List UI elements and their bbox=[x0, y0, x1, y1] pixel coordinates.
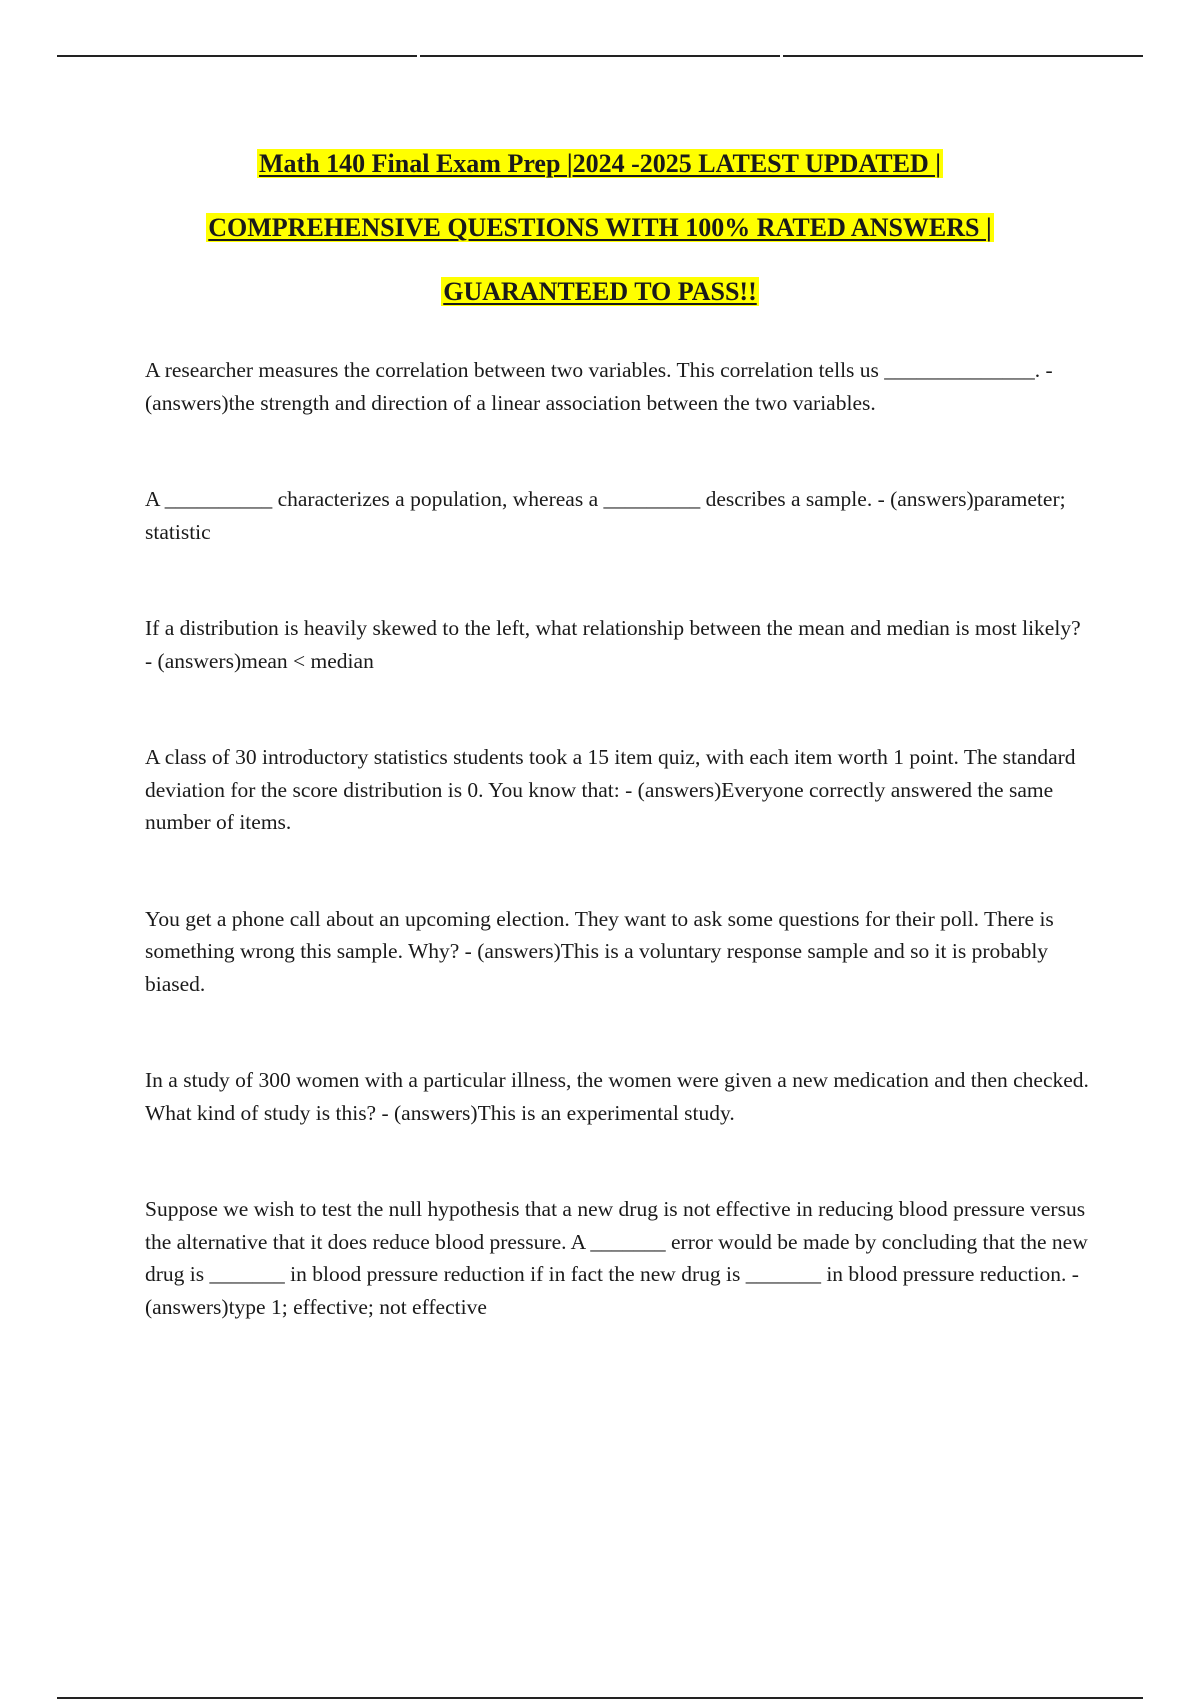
title-line-text: Math 140 Final Exam Prep |2024 -2025 LATEST UPDATED | bbox=[259, 149, 941, 178]
header-rule-segment bbox=[57, 55, 417, 57]
title-line-text: GUARANTEED TO PASS!! bbox=[443, 277, 757, 306]
footer-rule bbox=[57, 1697, 1143, 1699]
qa-item-correlation: A researcher measures the correlation between two variables. This correlation tells us ______________. - (answers)the strength and direction of a linear association between the two variables. bbox=[145, 358, 1053, 415]
document-title bbox=[0, 144, 1200, 336]
qa-item-standard-deviation: A class of 30 introductory statistics students took a 15 item quiz, with each item worth 1 point. The standard deviation for the score distribution is 0. You know that: - (answers)Everyone correctly answered the same number of items. bbox=[145, 745, 1076, 834]
title-line bbox=[0, 272, 1200, 336]
title-line bbox=[0, 144, 1200, 208]
header-rule-segment bbox=[420, 55, 780, 57]
qa-item-experimental-study: In a study of 300 women with a particular illness, the women were given a new medication and then checked. What kind of study is this? - (answers)This is an experimental study. bbox=[145, 1068, 1089, 1125]
qa-item-voluntary-response: You get a phone call about an upcoming election. They want to ask some questions for their poll. There is something wrong this sample. Why? - (answers)This is a voluntary response sample and so it is probably biased. bbox=[145, 906, 1054, 996]
header-rule-segment bbox=[783, 55, 1143, 57]
qa-item-skewed-distribution: If a distribution is heavily skewed to the left, what relationship between the mean and median is most likely? - (answers)mean < median bbox=[145, 616, 1081, 673]
title-line-text: COMPREHENSIVE QUESTIONS WITH 100% RATED ANSWERS | bbox=[208, 213, 992, 242]
question-answer-list bbox=[145, 354, 1090, 1323]
title-line bbox=[0, 208, 1200, 272]
qa-item-parameter-statistic: A __________ characterizes a population, whereas a _________ describes a sample. - (answers)parameter; statistic bbox=[145, 487, 1066, 544]
qa-item-type-1-error: Suppose we wish to test the null hypothesis that a new drug is not effective in reducing blood pressure versus the alternative that it does reduce blood pressure. A _______ error would be made by concluding that the new drug is _______ in blood pressure reduction if in fact the new drug is _______ in blood pressure reduction. - (answers)type 1; effective; not effective bbox=[145, 1197, 1088, 1319]
